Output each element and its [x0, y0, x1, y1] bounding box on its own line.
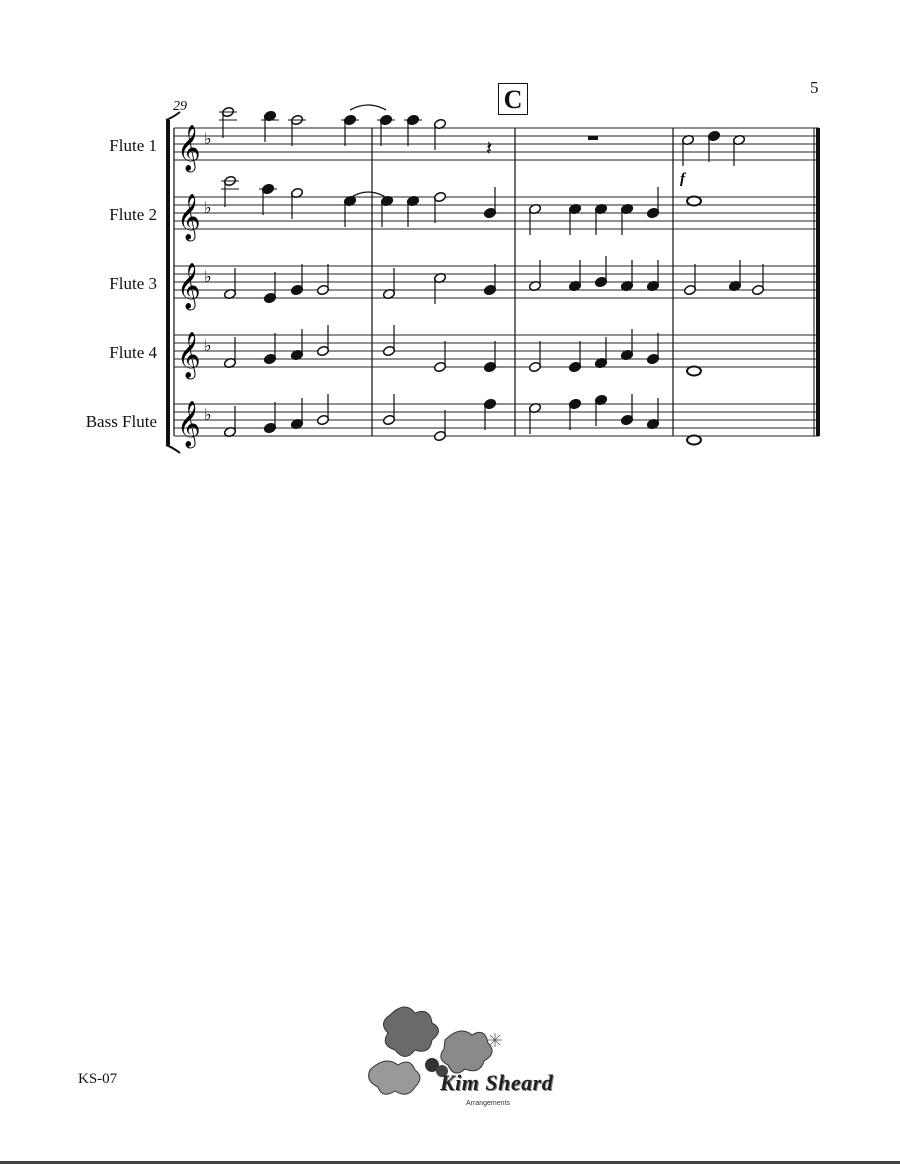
- score-system: [0, 0, 900, 470]
- catalog-code: KS-07: [78, 1071, 118, 1087]
- tie: [350, 105, 386, 110]
- flat-key-signature: ♭: [204, 405, 212, 424]
- logo-subtitle: Arrangements: [466, 1100, 510, 1107]
- bracket-top: [166, 112, 180, 120]
- whole-rest: [588, 136, 598, 140]
- notes: [219, 105, 765, 445]
- instrument-label-flute-2: Flute 2: [109, 205, 157, 224]
- measure-number: 29: [173, 99, 187, 114]
- treble-clef-icon: 𝄞: [177, 263, 201, 309]
- page-number: 5: [810, 78, 819, 97]
- flat-key-signature: ♭: [204, 336, 212, 355]
- dynamic-forte: f: [680, 171, 685, 187]
- holly-leaves-icon: [360, 995, 590, 1115]
- treble-clef-icon: 𝄞: [177, 194, 201, 240]
- system-final-thick: [816, 128, 820, 436]
- instrument-label-flute-4: Flute 4: [109, 343, 157, 362]
- flat-key-signature: ♭: [204, 129, 212, 148]
- instrument-label-flute-1: Flute 1: [109, 136, 157, 155]
- treble-clef-icon: 𝄞: [177, 125, 201, 171]
- whole-note: [687, 197, 701, 206]
- quarter-rest: 𝄽: [486, 136, 493, 160]
- system-bracket: [166, 120, 170, 445]
- treble-clef-icon: 𝄞: [177, 332, 201, 378]
- flat-key-signature: ♭: [204, 198, 212, 217]
- treble-clef-icon: 𝄞: [177, 401, 201, 447]
- instrument-label-flute-3: Flute 3: [109, 274, 157, 293]
- whole-note: [687, 367, 701, 376]
- flat-key-signature: ♭: [204, 267, 212, 286]
- instrument-label-bass-flute: Bass Flute: [85, 412, 157, 431]
- rehearsal-mark: C: [498, 83, 528, 115]
- whole-note: [687, 436, 701, 445]
- logo-name: Kim Sheard: [440, 1070, 554, 1095]
